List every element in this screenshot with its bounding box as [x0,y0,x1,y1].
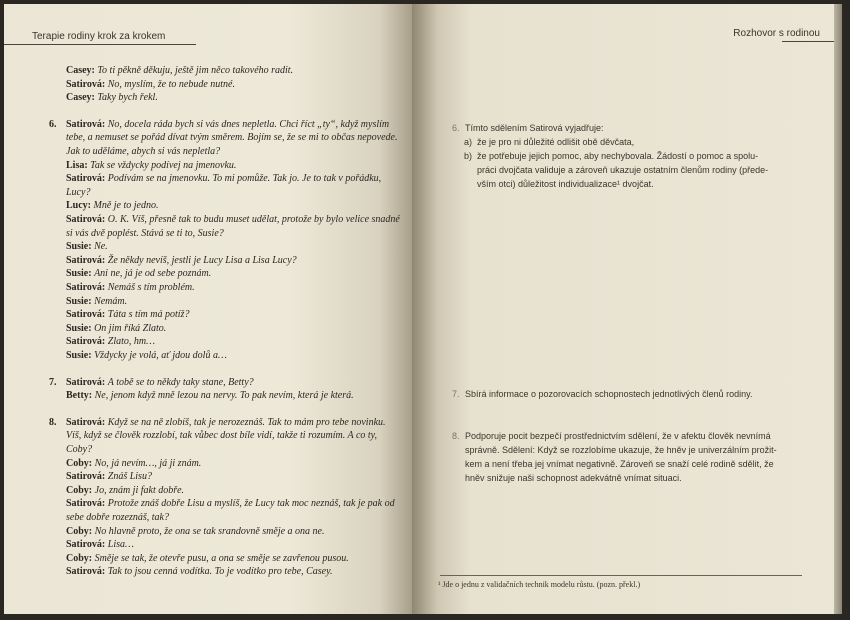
dialogue-line [66,199,158,213]
dialogue-line [66,429,377,443]
dialogue-line [66,91,158,105]
utterance-text: si vás dvě poplést. Stává se ti to, Susie? [66,227,224,239]
speaker-name: Coby: [66,484,93,496]
utterance-text: Ani ne, já je od sebe poznám. [94,268,212,280]
dialogue-line [66,308,189,322]
exchange-number: 8. [49,416,57,428]
commentary-6-intro: Tímto sdělením Satirová vyjadřuje: [465,123,604,133]
footnote: ¹ Jde o jednu z validačních technik modelu růstu. (pozn. překl.) [438,580,641,589]
speaker-name: Satirová: [66,336,106,348]
utterance-text: tebe, a nemuset se pořád dívat tvým směrem. Bojím se, že se mi to občas nepovede. [66,132,398,144]
utterance-text: Lisa… [107,539,134,551]
utterance-text: Táta s tím má potíž? [107,309,190,321]
dialogue-line [66,118,389,132]
speaker-name: Satirová: [66,416,106,428]
commentary-8-line: hněv snižuje naši schopnost adekvátně vnímat situaci. [465,473,682,483]
speaker-name: Susie: [66,350,92,361]
exchange-number: 7. [49,376,57,388]
utterance-text: O. K. Víš, přesně tak to budu muset udělat, protože by bylo velice snadné [107,214,400,225]
commentary-6b-label: b) [464,151,473,161]
open-book [4,4,842,614]
right-page [412,4,834,614]
speaker-name: Casey: [66,65,95,76]
utterance-text: On jim říká Zlato. [94,322,167,334]
utterance-text: Znáš Lisu? [107,471,152,483]
utterance-text: Taky bych řekl. [97,92,158,104]
dialogue-line [66,281,195,295]
commentary-number-6: 6. [452,123,460,133]
dialogue-line [66,172,381,186]
dialogue-line [66,213,400,227]
utterance-text: A tobě se to někdy taky stane, Betty? [107,376,254,388]
utterance-text: No, myslím, že to nebude nutné. [107,78,235,90]
utterance-text: Coby? [66,444,93,455]
dialogue-line [66,565,332,579]
dialogue-line [66,131,398,145]
utterance-text: Zlato, hm… [107,336,155,348]
speaker-name: Susie: [66,295,92,307]
commentary-number-7: 7. [452,389,460,399]
speaker-name: Satirová: [66,498,106,510]
dialogue-line [66,416,386,430]
speaker-name: Satirová: [66,376,106,388]
utterance-text: Protože znáš dobře Lisu a myslíš, že Lucy tak moc neznáš, tak je pak od [107,498,395,510]
dialogue-line [66,349,227,363]
utterance-text: Vždycky je volá, ať jdou dolů a… [94,350,227,361]
dialogue-line [66,470,152,484]
utterance-text: Podívám se na jmenovku. To mi pomůže. Tak jo. Je to tak v pořádku, [107,173,382,185]
dialogue-line [66,159,236,173]
utterance-text: Tak to jsou cenná vodítka. To je vodítko pro tebe, Casey. [107,566,333,578]
speaker-name: Satirová: [66,78,106,90]
dialogue-line [66,443,92,457]
exchange-number: 6. [49,118,57,130]
left-header-rule [4,44,196,45]
speaker-name: Satirová: [66,214,106,225]
utterance-text: sebe dobře rozeznáš, tak? [66,512,169,523]
speaker-name: Lisa: [66,159,88,171]
dialogue-line [66,145,220,159]
utterance-text: Lucy? [66,186,91,198]
commentary-7-text: Sbírá informace o pozorovacích schopnostech jednotlivých členů rodiny. [465,389,753,399]
right-running-head: Rozhovor s rodinou [733,28,820,39]
dialogue-line [66,254,297,268]
speaker-name: Susie: [66,268,92,280]
dialogue-line [66,497,395,511]
dialogue-line [66,322,166,336]
utterance-text: Ne, jenom když mně lezou na nervy. To pak nevím, která je která. [94,390,354,402]
dialogue-line [66,295,127,309]
speaker-name: Susie: [66,241,92,253]
dialogue-line [66,376,254,390]
dialogue-line [66,538,134,552]
dialogue-line [66,240,108,254]
speaker-name: Betty: [66,390,93,402]
page-edge-stack [834,4,842,614]
speaker-name: Lucy: [66,200,91,212]
commentary-number-8: 8. [452,431,460,441]
speaker-name: Casey: [66,92,95,104]
dialogue-line [66,78,235,92]
dialogue-line [66,186,90,200]
utterance-text: Jak to uděláme, abych si vás nepletla? [66,146,221,157]
utterance-text: No, já nevím…, já ji znám. [94,457,202,469]
dialogue-line [66,227,224,241]
utterance-text: No hlavně proto, že ona se tak srandovně směje a ona ne. [94,525,325,537]
left-page [4,4,412,614]
dialogue-line [66,457,201,471]
utterance-text: Mně je to jedno. [93,200,159,212]
commentary-8-line: Podporuje pocit bezpečí prostřednictvím sdělení, že v afektu člověk nevnímá [465,431,771,441]
utterance-text: Nemáš s tím problém. [107,282,195,293]
speaker-name: Satirová: [66,471,106,483]
utterance-text: To ti pěkně děkuju, ještě jim něco takového radit. [97,65,294,76]
speaker-name: Satirová: [66,282,106,293]
dialogue-line [66,511,169,525]
speaker-name: Satirová: [66,309,106,321]
utterance-text: Jo, znám ji fakt dobře. [94,484,185,496]
speaker-name: Satirová: [66,254,106,266]
commentary-8-line: správně. Sdělení: Když se rozzlobíme ukazuje, že hněv je univerzálním prožit- [465,445,777,455]
dialogue-line [66,484,184,498]
dialogue-line [66,267,211,281]
dialogue-line [66,64,293,78]
utterance-text: Tak se vždycky podívej na jmenovku. [90,159,237,171]
dialogue-line [66,335,155,349]
commentary-6b-line: že potřebuje jejich pomoc, aby nechybovala. Žádostí o pomoc a spolu- [477,151,759,161]
commentary-6b-line: práci dvojčata validuje a zároveň ukazuje ostatním členům rodiny (přede- [477,165,769,175]
utterance-text: Když se na ně zlobíš, tak je nerozeznáš. Tak to mám pro tebe novinku. [107,416,386,428]
utterance-text: Že někdy nevíš, jestli je Lucy Lisa a Lisa Lucy? [107,254,297,266]
right-header-rule [782,41,834,42]
utterance-text: Ne. [94,241,108,253]
dialogue-line [66,525,325,539]
footnote-rule [440,575,802,576]
speaker-name: Satirová: [66,539,106,551]
utterance-text: Víš, když se člověk rozzlobí, tak vůbec dost bíle vidí, takže ti rozumím. A co ty, [66,430,378,442]
speaker-name: Coby: [66,457,93,469]
utterance-text: Směje se tak, že otevře pusu, a ona se směje se zavřenou pusou. [94,552,349,564]
commentary-6a-label: a) [464,137,473,147]
speaker-name: Satirová: [66,118,106,130]
speaker-name: Susie: [66,322,92,334]
utterance-text: No, docela ráda bych si vás dnes nepletla. Chci říct „ty“, když myslím [107,118,390,130]
speaker-name: Coby: [66,552,93,564]
speaker-name: Coby: [66,525,93,537]
left-running-head: Terapie rodiny krok za krokem [32,31,166,42]
commentary-6a-text: že je pro ni důležité odlišit obě děvčata, [477,137,635,147]
speaker-name: Satirová: [66,566,106,578]
utterance-text: Nemám. [94,295,128,307]
commentary-8-line: kem a není třeba jej vnímat negativně. Zároveň se snaží celé rodině sdělit, že [465,459,774,469]
speaker-name: Satirová: [66,173,106,185]
commentary-6b-line: vším otci) důležitost individualizace¹ dvojčat. [477,179,654,189]
dialogue-line [66,389,354,403]
dialogue-line [66,552,349,566]
